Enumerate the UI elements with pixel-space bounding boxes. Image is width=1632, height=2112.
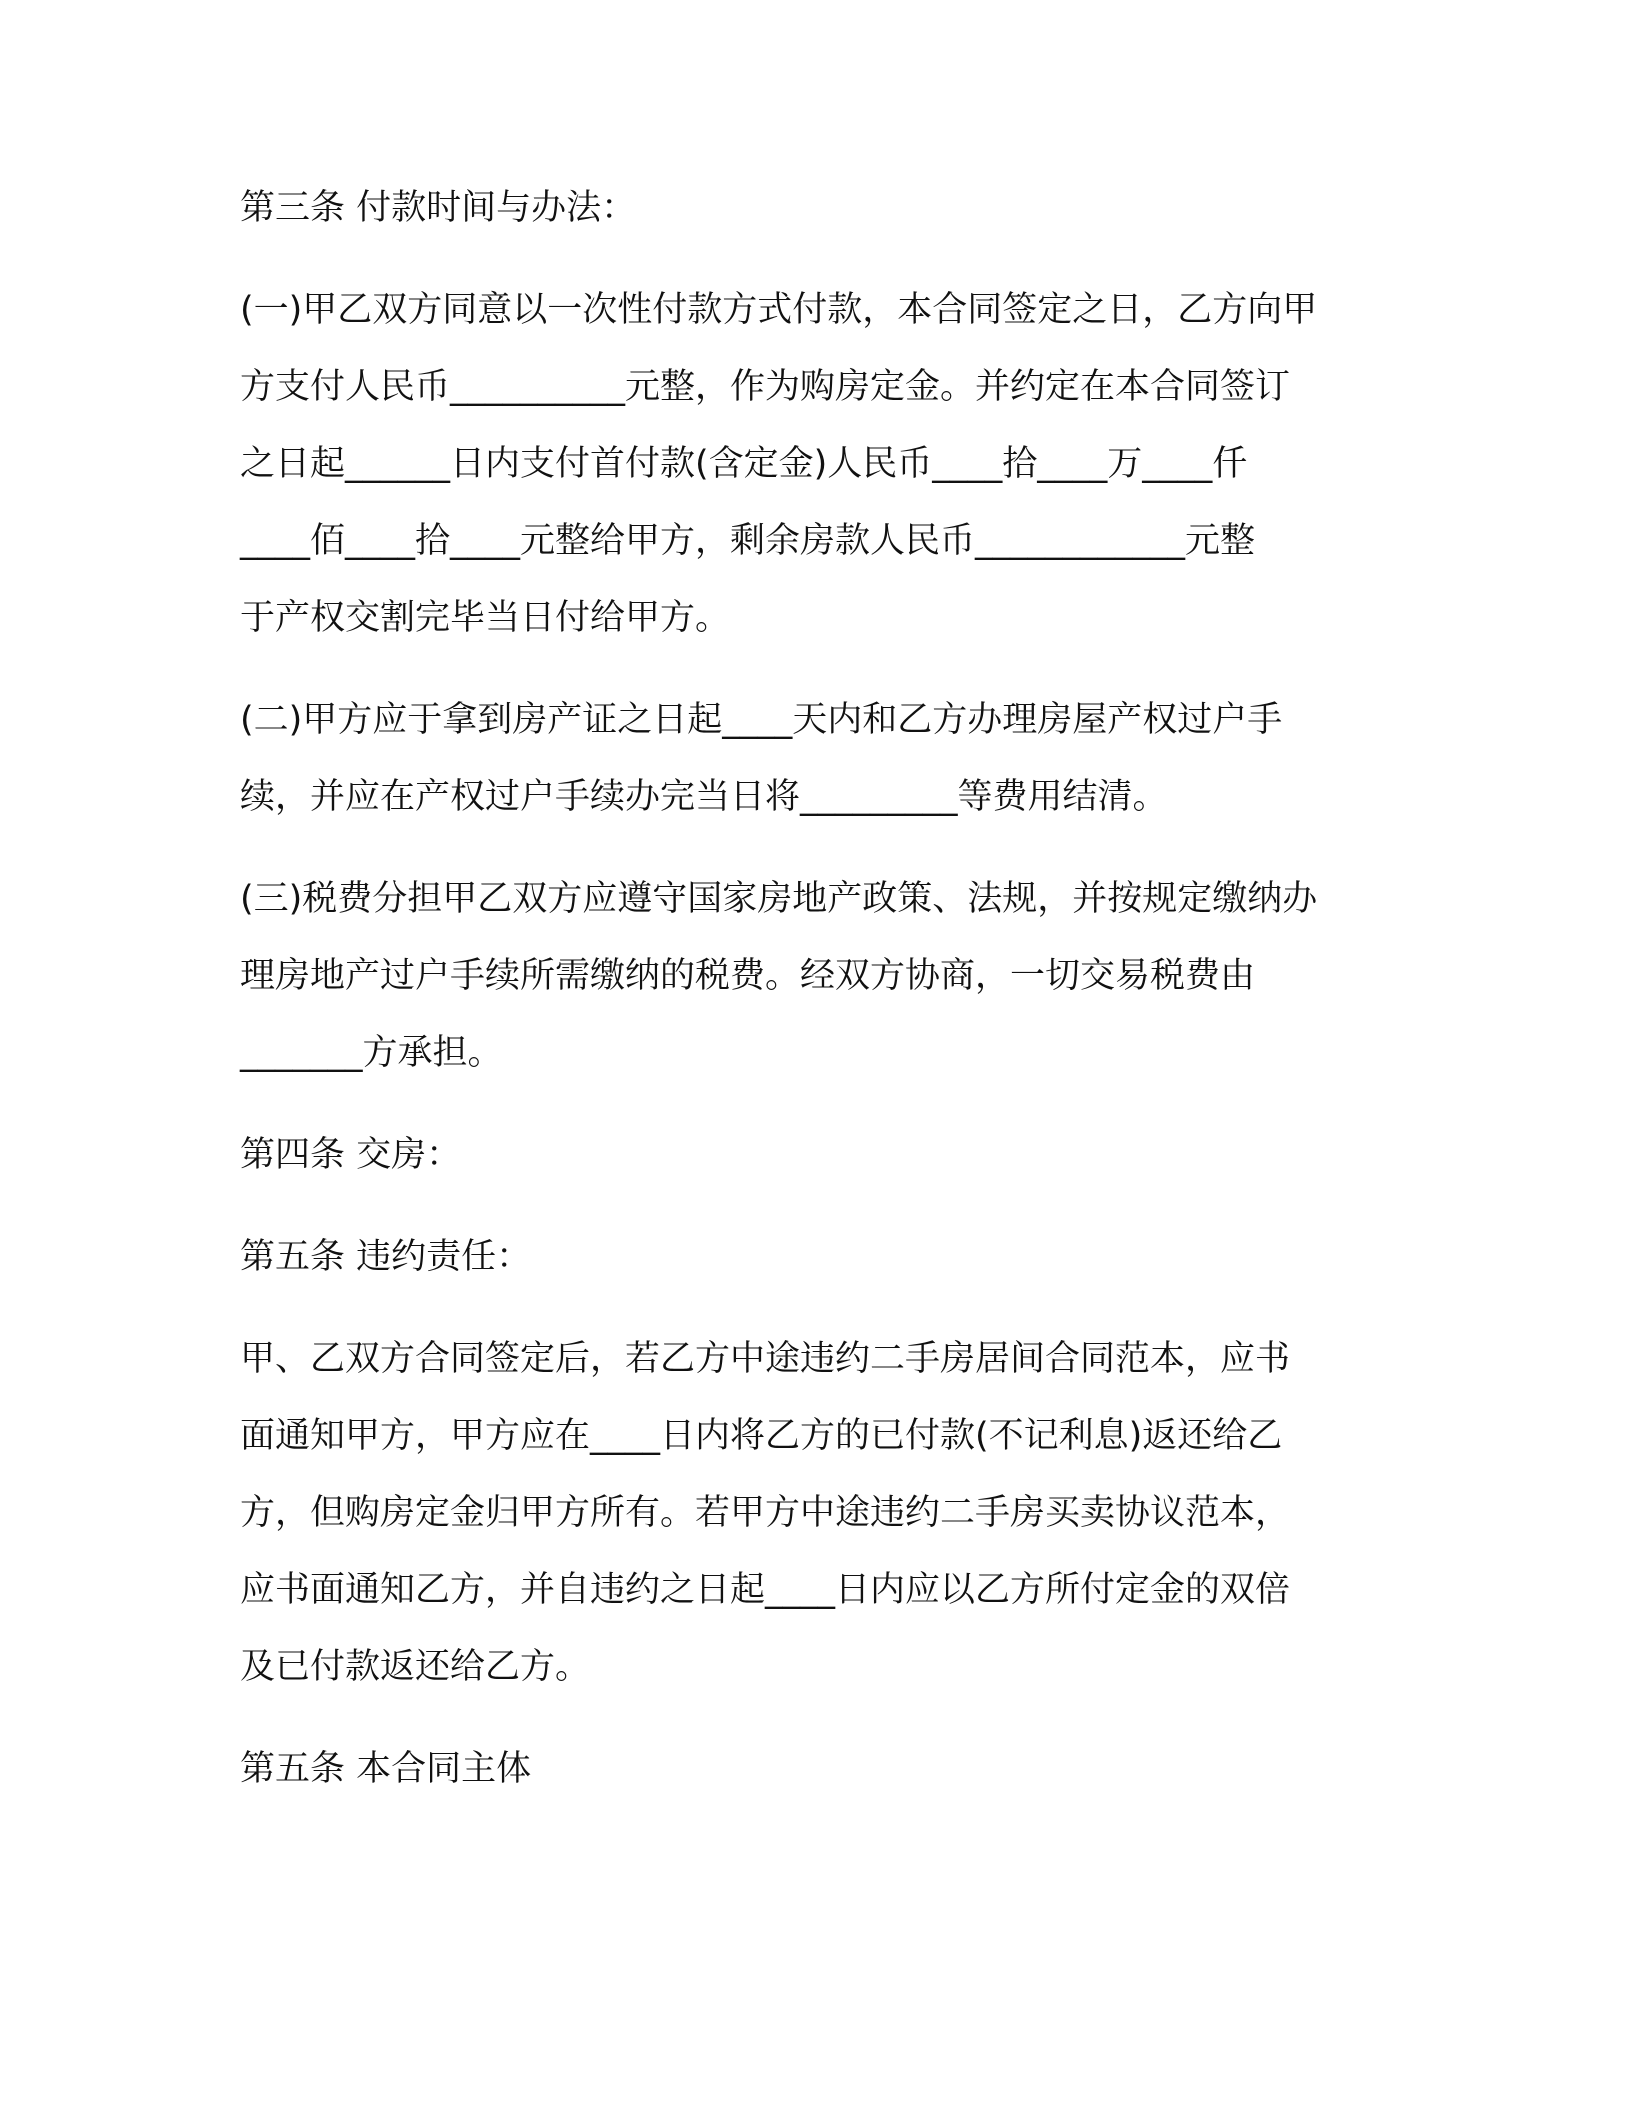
text-line: 应书面通知乙方，并自违约之日起____日内应以乙方所付定金的双倍 — [240, 1570, 1291, 1610]
text-line: 于产权交割完毕当日付给甲方。 — [240, 598, 731, 638]
text-line: (一)甲乙双方同意以一次性付款方式付款，本合同签定之日，乙方向甲 — [240, 290, 1318, 330]
article-5-heading: 第五条 违约责任： — [240, 1237, 532, 1277]
text-line: 方支付人民币__________元整，作为购房定金。并约定在本合同签订 — [240, 367, 1291, 407]
article-3-heading: 第三条 付款时间与办法： — [240, 188, 637, 228]
article-4-heading: 第四条 交房： — [240, 1135, 462, 1175]
payment-clause-1 — [240, 290, 1400, 638]
text-line: 之日起______日内支付首付款(含定金)人民币____拾____万____仟 — [240, 444, 1248, 484]
breach-clause — [240, 1339, 1400, 1687]
payment-clause-2 — [240, 700, 1400, 817]
text-line: 理房地产过户手续所需缴纳的税费。经双方协商，一切交易税费由 — [240, 956, 1256, 996]
document-body — [240, 188, 1400, 1789]
text-line: 方，但购房定金归甲方所有。若甲方中途违约二手房买卖协议范本， — [240, 1493, 1291, 1533]
text-line: 甲、乙双方合同签定后，若乙方中途违约二手房居间合同范本，应书 — [240, 1339, 1291, 1379]
text-line: (二)甲方应于拿到房产证之日起____天内和乙方办理房屋产权过户手 — [240, 700, 1283, 740]
text-line: ____佰____拾____元整给甲方，剩余房款人民币____________元整 — [240, 521, 1256, 561]
text-line: _______方承担。 — [240, 1033, 503, 1073]
article-5-subject-heading: 第五条 本合同主体 — [240, 1749, 532, 1789]
text-line: 续，并应在产权过户手续办完当日将_________等费用结清。 — [240, 777, 1168, 817]
text-line: (三)税费分担甲乙双方应遵守国家房地产政策、法规，并按规定缴纳办 — [240, 879, 1318, 919]
text-line: 面通知甲方，甲方应在____日内将乙方的已付款(不记利息)返还给乙 — [240, 1416, 1283, 1456]
text-line: 及已付款返还给乙方。 — [240, 1647, 591, 1687]
payment-clause-3 — [240, 879, 1400, 1073]
